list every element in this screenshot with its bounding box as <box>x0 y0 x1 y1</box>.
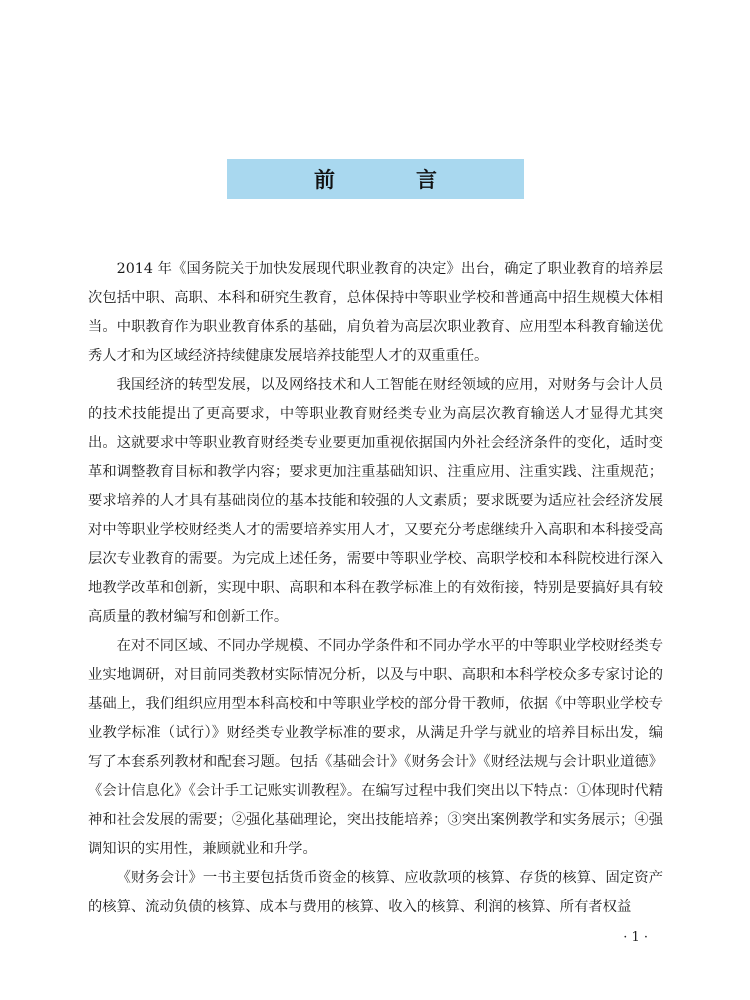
paragraph: 在对不同区域、不同办学规模、不同办学条件和不同办学水平的中等职业学校财经类专业实地调研，对目前同类教材实际情况分析，以及与中职、高职和本科学校众多专家讨论的基础上，我们组织应用型本科高校和中等职业学校的部分骨干教师，依据《中等职业学校专业教学标准（试行）》财经类专业教学标准的要求，从满足升学与就业的培养目标出发，编写了本套系列教材和配套习题。包括《基础会计》《财务会计》《财经法规与会计职业道德》《会计信息化》《会计手工记账实训教程》。在编写过程中我们突出以下特点：①体现时代精神和社会发展的需要；②强化基础理论，突出技能培养；③突出案例教学和实务展示；④强调知识的实用性，兼顾就业和升学。 <box>88 638 663 857</box>
body-text <box>88 255 663 922</box>
page-title: 前 言 <box>314 167 467 192</box>
paragraph: 《财务会计》一书主要包括货币资金的核算、应收款项的核算、存货的核算、固定资产的核算、流动负债的核算、成本与费用的核算、收入的核算、利润的核算、所有者权益 <box>88 870 663 915</box>
paragraph: 2014 年《国务院关于加快发展现代职业教育的决定》出台，确定了职业教育的培养层次包括中职、高职、本科和研究生教育，总体保持中等职业学校和普通高中招生规模大体相当。中职教育作为职业教育体系的基础，肩负着为高层次职业教育、应用型本科教育输送优秀人才和为区域经济持续健康发展培养技能型人才的双重重任。 <box>88 261 663 364</box>
page-number: · 1 · <box>623 930 648 945</box>
title-banner <box>227 159 524 199</box>
paragraph: 我国经济的转型发展，以及网络技术和人工智能在财经领域的应用，对财务与会计人员的技术技能提出了更高要求，中等职业教育财经类专业为高层次教育输送人才显得尤其突出。这就要求中等职业教育财经类专业要更加重视依据国内外社会经济条件的变化，适时变革和调整教育目标和教学内容；要求更加注重基础知识、注重应用、注重实践、注重规范；要求培养的人才具有基础岗位的基本技能和较强的人文素质；要求既要为适应社会经济发展对中等职业学校财经类人才的需要培养实用人才，又要充分考虑继续升入高职和本科接受高层次专业教育的需要。为完成上述任务，需要中等职业学校、高职学校和本科院校进行深入地教学改革和创新，实现中职、高职和本科在教学标准上的有效衔接，特别是要搞好具有较高质量的教材编写和创新工作。 <box>88 377 663 625</box>
